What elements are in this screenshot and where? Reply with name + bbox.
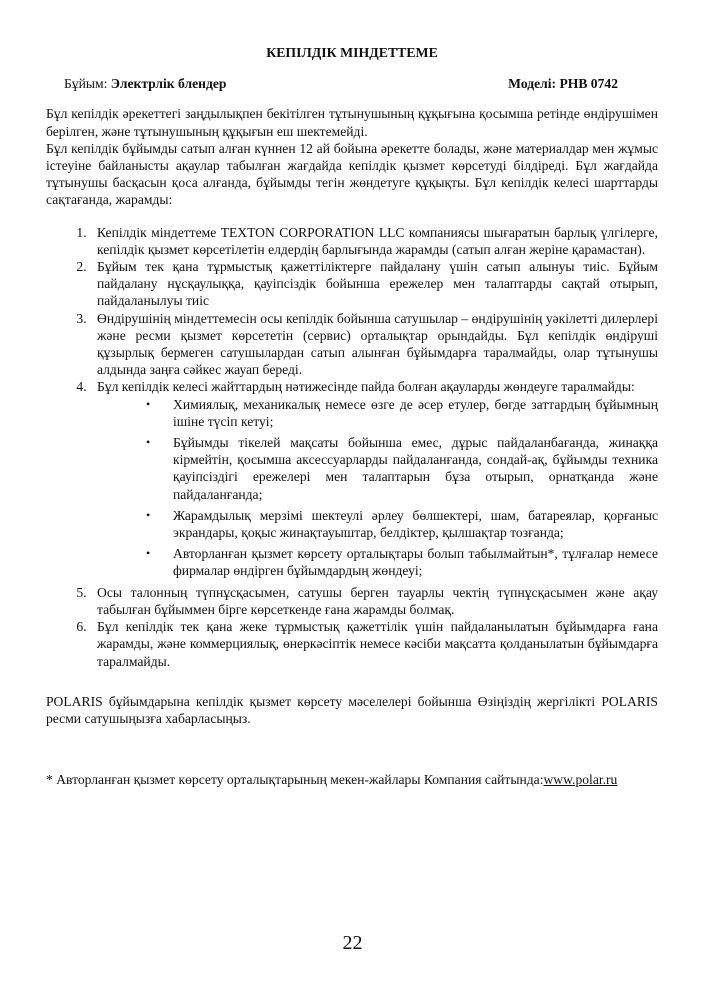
exclusion-item-2 (146, 434, 658, 503)
exclusion-item-3 (146, 507, 658, 541)
condition-text: Өндірушінің міндеттемесін осы кепілдік бойынша сатушылар – өндірушінің уәкілетті дилерлері және ресми қызмет көрсететін (сервис) орталықтар орындайды. Бұл кепілдік өндіруші құзырлық бермеген сатушылардан сатып алынған бұйымдарға таралмайды, олар тұтынушы алдында заңға сәйкес жауап береді. (97, 310, 658, 378)
bullet-icon: • (146, 435, 151, 450)
condition-item-4 (90, 378, 658, 579)
page-number: 22 (342, 932, 363, 954)
footnote (46, 771, 658, 788)
exclusion-item-4 (146, 545, 658, 579)
condition-text: Осы талонның түпнұсқасымен, сатушы берген тауарлы чектің түпнұсқасымен және ақау табылған бұйыммен бірге көрсеткенде ғана жарамды болмақ. (97, 584, 658, 617)
bullet-icon: • (146, 396, 151, 411)
condition-text: Бұл кепілдік келесі жайттардың нәтижесінде пайда болған ақауларды жөндеуге таралмайды: (97, 379, 635, 395)
exclusion-text: Бұйымды тікелей мақсаты бойынша емес, дұрыс пайдаланбағанда, жинаққа кірмейтін, қосымша аксессуарларды пайдаланғанда, сондай-ақ, бұйымды техника қауіпсіздігі ережелері мен талаптарын бұза отырып, орнатқанда және пайдаланғанда; (173, 435, 658, 502)
bullet-icon: • (146, 507, 151, 522)
product-field (64, 75, 226, 92)
document-title: КЕПІЛДІК МІНДЕТТЕМЕ (266, 45, 438, 60)
warranty-page (46, 30, 658, 788)
product-info-row (46, 75, 658, 92)
exclusions-list (97, 396, 658, 580)
model-field: Моделі: PHB 0742 (508, 76, 618, 92)
condition-text: Кепілдік міндеттеме TEXTON CORPORATION LLC компаниясы шығаратын барлық үлгілерге, кепілдік қызмет көрсетілетін елдердің барлығында жарамды (сатып алған жеріне қарамастан). (97, 224, 658, 257)
bullet-icon: • (146, 546, 151, 561)
condition-item-5 (90, 584, 658, 618)
contact-paragraph: POLARIS бұйымдарына кепілдік қызмет көрсету мәселелері бойынша Өзіңіздің жергілікті POLARIS ресми сатушыңызға хабарласыңыз. (46, 693, 658, 726)
condition-item-1 (90, 224, 658, 258)
exclusion-text: Авторланған қызмет көрсету орталықтары болып табылмайтын*, тұлғалар немесе фирмалар өндірген бұйымдардың жөндеуі; (173, 546, 658, 579)
condition-text: Бұйым тек қана тұрмыстық қажеттіліктерге пайдалану үшін сатып алынуы тиіс. Бұйым пайдалану нұсқаулыққа, қауіпсіздік бойынша ережелер мен талаптарды сақтай отырып, пайдаланылуы тиіс (97, 259, 658, 309)
condition-item-6 (90, 618, 658, 670)
website-link[interactable]: www.polar.ru (543, 772, 618, 788)
condition-item-3 (90, 310, 658, 379)
intro-paragraph-2: Бұл кепілдік бұйымды сатып алған күннен 12 ай бойына әрекетте болады, және материалдар мен жұмыс істеуіне байланысты ақаулар табылған жағдайда кепілдік қызмет көрсетуді білдіреді. Бұл жағдайда тұтынушы басқасын қоса алғанда, бұйымды тегін жөндетуге құқықты. Бұл кепілдік келесі шарттарды сақтағанда, жарамды: (46, 140, 658, 208)
exclusion-text: Химиялық, механикалық немесе өзге де әсер етулер, бөгде заттардың бұйымның ішіне түсіп кетуі; (173, 396, 658, 429)
condition-item-2 (90, 258, 658, 310)
intro-paragraph-1: Бұл кепілдік әрекеттегі заңдылықпен бекітілген тұтынушының құқығына қосымша ретінде өндірушімен берілген, және тұтынушының құқығын еш шектемейді. (46, 106, 658, 139)
footnote-text: * Авторланған қызмет көрсету орталықтарының мекен-жайлары Компания сайтында: (46, 772, 544, 788)
conditions-list (46, 224, 658, 670)
condition-text: Бұл кепілдік тек қана жеке тұрмыстық қажеттілік үшін пайдаланылатын бұйымдарға ғана жарамды, және коммерциялық, өнеркәсіптік немесе кәсіби мақсатта қолданылатын бұйымдарға таралмайды. (97, 619, 658, 669)
product-label: Бұйым: (64, 76, 108, 92)
exclusion-text: Жарамдылық мерзімі шектеулі әрлеу бөлшектері, шам, батареялар, қорғаныс экрандары, қоқыс жинақтауыштар, белдіктер, қылшақтар тозғанда; (173, 507, 658, 541)
product-name: Электрлік блендер (110, 76, 227, 92)
exclusion-item-1 (146, 396, 658, 430)
